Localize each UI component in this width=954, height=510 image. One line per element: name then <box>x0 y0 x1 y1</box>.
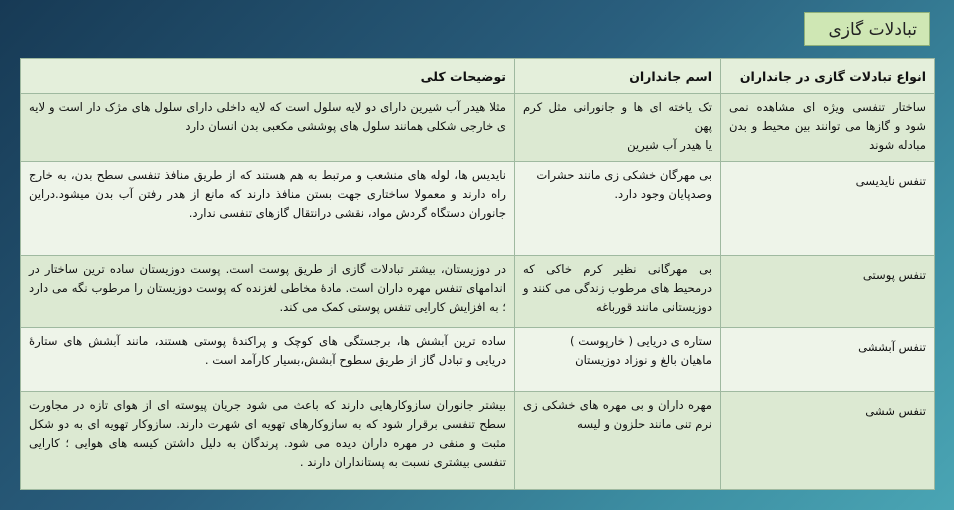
cell-description: مثلا هیدر آب شیرین دارای دو لایه سلول است که لایه داخلی دارای سلول های مژک دار است و لایه ی خارجی شکلی همانند سلول های پوششی مکعبی بدن انسان دارد <box>21 94 515 162</box>
cell-exchange-type: تنفس آبششی <box>721 328 935 392</box>
animal-line: وصدپایان وجود دارد. <box>614 187 712 201</box>
slide-title: تبادلات گازی <box>804 12 930 46</box>
cell-description: بیشتر جانوران سازوکارهایی دارند که باعث می شود جریان پیوسته ای از هوای تازه در مجاورت سطح تنفسی برقرار شود که به سازوکارهای تهویه ای شهرت دارند. سازوکار تهویه ای به دو شکل مثبت و منفی در مهره داران دیده می شود. پرندگان به دلیل داشتن کیسه های هوایی ؛ کارایی تنفسی بیشتری نسبت به پستانداران دارند . <box>21 392 515 490</box>
cell-animals <box>515 328 721 392</box>
table-row <box>21 392 935 490</box>
animal-line: بی مهرگانی نظیر کرم خاکی که درمحیط های مرطوب زندگی می کنند و دوزیستانی مانند قورباغه <box>523 262 712 314</box>
header-description: توضیحات کلی <box>21 59 515 94</box>
gas-exchange-table <box>20 58 935 490</box>
cell-animals <box>515 392 721 490</box>
animal-line: بی مهرگان خشکی زی مانند حشرات <box>536 168 712 182</box>
cell-animals <box>515 162 721 256</box>
header-animal-names: اسم جانداران <box>515 59 721 94</box>
table-header-row <box>21 59 935 94</box>
animal-line: مهره داران و بی مهره های خشکی زی نرم تنی مانند حلزون و لیسه <box>523 398 712 431</box>
animal-line: ماهیان بالغ و نوزاد دوزیستان <box>575 353 712 367</box>
cell-animals <box>515 94 721 162</box>
cell-exchange-type: ساختار تنفسی ویژه ای مشاهده نمی شود و گازها می توانند بین محیط و بدن مبادله شوند <box>721 94 935 162</box>
table-row <box>21 162 935 256</box>
cell-exchange-type: تنفس پوستی <box>721 256 935 328</box>
cell-description: نایدیس ها، لوله های منشعب و مرتبط به هم هستند که از طریق منافذ تنفسی سطح بدن، به خارج راه دارند و معمولا ساختاری جهت بستن منافذ دارند که مانع از هدر رفتن آب بدن میشود.دراین جانوران دستگاه گردش مواد، نقشی درانتقال گازهای تنفسی ندارد. <box>21 162 515 256</box>
cell-exchange-type: تنفس نایدیسی <box>721 162 935 256</box>
cell-exchange-type: تنفس ششی <box>721 392 935 490</box>
animal-line: یا هیدر آب شیرین <box>627 138 712 152</box>
animal-line: تک یاخته ای ها و جانورانی مثل کرم پهن <box>523 100 712 133</box>
table-row <box>21 256 935 328</box>
header-exchange-type: انواع تبادلات گازی در جانداران <box>721 59 935 94</box>
table-row <box>21 94 935 162</box>
table-row <box>21 328 935 392</box>
cell-description: در دوزیستان، بیشتر تبادلات گازی از طریق پوست است. پوست دوزیستان ساده ترین ساختار در اندامهای تنفس مهره داران است. مادهٔ مخاطی لغزنده که پوست دوزیستان را مرطوب نگه می دارد ؛ به افزایش کارایی تنفس پوستی کمک می کند. <box>21 256 515 328</box>
cell-animals <box>515 256 721 328</box>
cell-description: ساده ترین آبشش ها، برجستگی های کوچک و پراکندهٔ پوستی هستند، مانند آبشش های ستارهٔ دریایی و تبادل گاز از طریق سطوح آبشش،بسیار کارآمد است . <box>21 328 515 392</box>
animal-line: ستاره ی دریایی ( خارپوست ) <box>570 334 712 348</box>
